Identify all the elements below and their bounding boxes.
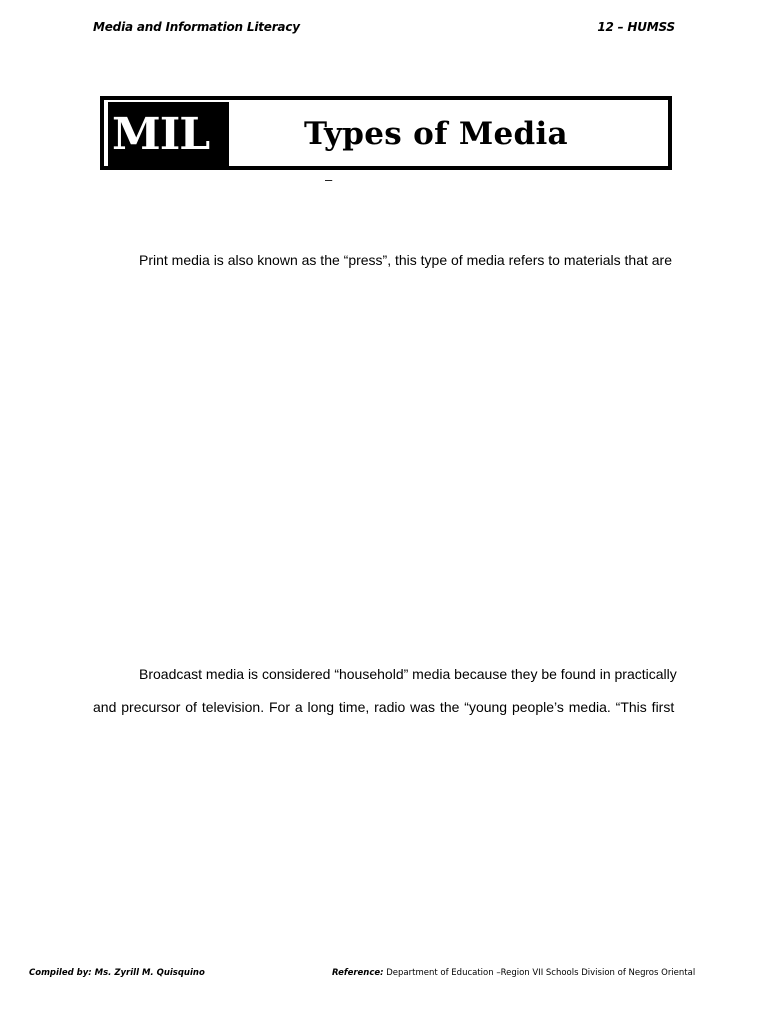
- dash-mark: –: [325, 172, 333, 187]
- footer-reference-label: Reference:: [332, 968, 384, 978]
- footer-reference-text: Department of Education –Region VII Schools Division of Negros Oriental: [383, 968, 696, 978]
- header-subject: Media and Information Literacy: [93, 20, 300, 34]
- print-media-paragraph-line: Print media is also known as the “press”, this type of media refers to materials that are: [139, 252, 673, 268]
- page-title: Types of Media: [304, 116, 568, 152]
- footer-compiled-by: Compiled by: Ms. Zyrill M. Quisquino: [29, 968, 205, 978]
- broadcast-media-paragraph-line-2: and precursor of television. For a long time, radio was the “young people’s media. “This first: [93, 699, 675, 715]
- footer-reference: [332, 968, 695, 978]
- mil-badge: MIL: [108, 102, 229, 168]
- broadcast-media-paragraph-line-1: Broadcast media is considered “household” media because they be found in practically: [139, 666, 677, 682]
- header-grade-strand: 12 – HUMSS: [597, 20, 675, 34]
- title-banner: [100, 96, 672, 170]
